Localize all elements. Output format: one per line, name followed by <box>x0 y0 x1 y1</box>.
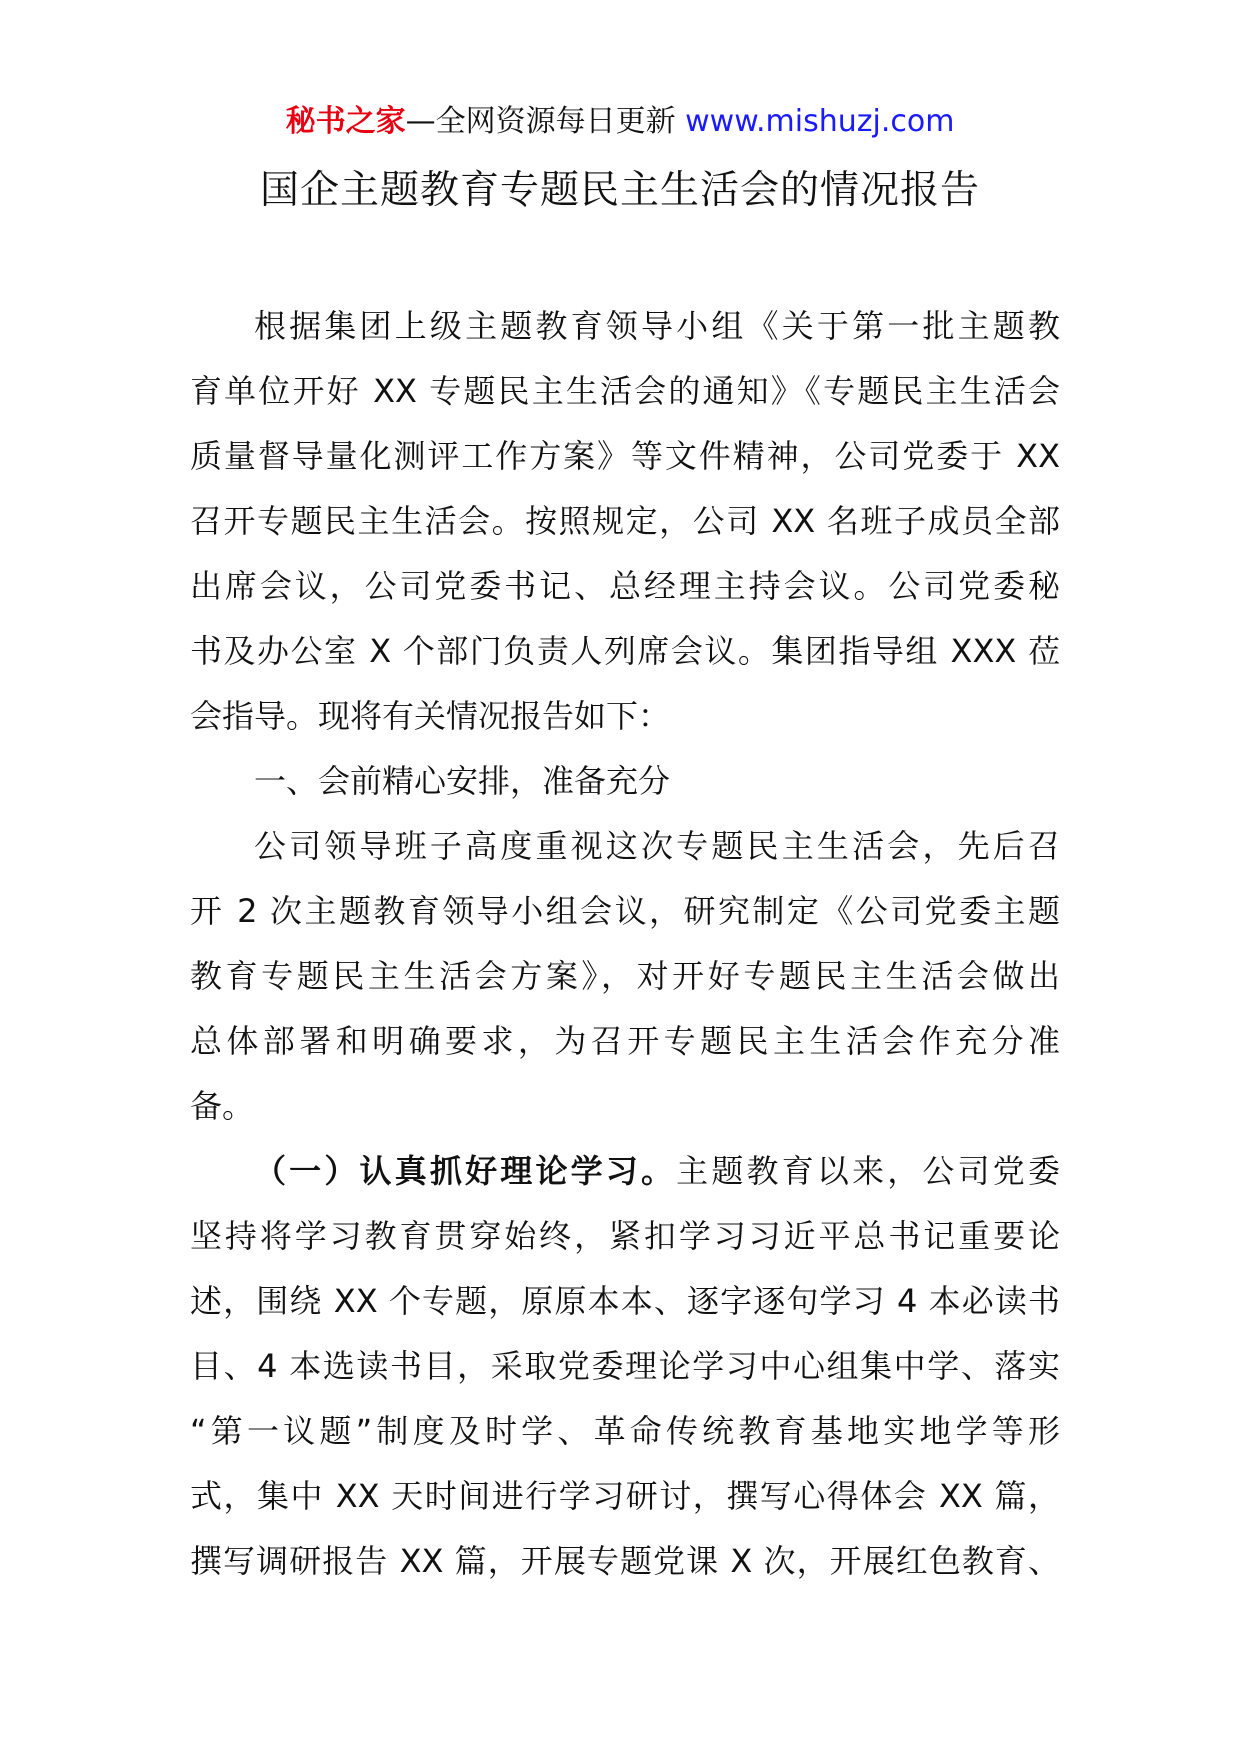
paragraph-line: 述，围绕 XX 个专题，原原本本、逐字逐句学习 4 本必读书 <box>190 1282 1060 1320</box>
site-url[interactable]: www.mishuzj.com <box>685 104 955 139</box>
paragraph-line: 撰写调研报告 XX 篇，开展专题党课 X 次，开展红色教育、 <box>190 1542 1060 1580</box>
paragraph-line: 召开专题民主生活会。按照规定，公司 XX 名班子成员全部 <box>190 502 1060 540</box>
paragraph-text: 主题教育以来，公司党委 <box>676 1152 1060 1190</box>
section-heading: 一、会前精心安排，准备充分 <box>254 762 671 800</box>
header-tagline: —全网资源每日更新 <box>405 104 686 139</box>
paragraph-line: “第一议题”制度及时学、革命传统教育基地实地学等形 <box>190 1412 1060 1450</box>
paragraph-line: 会指导。现将有关情况报告如下： <box>190 697 671 735</box>
document-title: 国企主题教育专题民主生活会的情况报告 <box>259 168 980 213</box>
subsection-lead: （一）认真抓好理论学习。 <box>254 1152 677 1190</box>
paragraph-line: 开 2 次主题教育领导小组会议，研究制定《公司党委主题 <box>190 892 1060 930</box>
paragraph-line: 坚持将学习教育贯穿始终，紧扣学习习近平总书记重要论 <box>190 1217 1060 1255</box>
paragraph-line: 式，集中 XX 天时间进行学习研讨，撰写心得体会 XX 篇， <box>190 1477 1060 1515</box>
paragraph-line: 书及办公室 X 个部门负责人列席会议。集团指导组 XXX 莅 <box>190 632 1060 670</box>
paragraph-line: 备。 <box>190 1087 255 1125</box>
paragraph-line: 育单位开好 XX 专题民主生活会的通知》《专题民主生活会 <box>190 372 1060 410</box>
document-body <box>190 294 1060 1594</box>
site-header <box>0 100 1240 144</box>
paragraph-line <box>190 1139 1060 1204</box>
paragraph-line: 根据集团上级主题教育领导小组《关于第一批主题教 <box>254 307 1060 345</box>
paragraph-line: 公司领导班子高度重视这次专题民主生活会，先后召 <box>254 827 1060 865</box>
brand-name: 秘书之家 <box>285 104 406 139</box>
paragraph-line: 教育专题民主生活会方案》，对开好专题民主生活会做出 <box>190 957 1060 995</box>
paragraph-line: 质量督导量化测评工作方案》等文件精神，公司党委于 XX <box>190 437 1060 475</box>
paragraph-line: 出席会议，公司党委书记、总经理主持会议。公司党委秘 <box>190 567 1060 605</box>
paragraph-line: 总体部署和明确要求，为召开专题民主生活会作充分准 <box>190 1022 1060 1060</box>
paragraph-line: 目、4 本选读书目，采取党委理论学习中心组集中学、落实 <box>190 1347 1060 1385</box>
